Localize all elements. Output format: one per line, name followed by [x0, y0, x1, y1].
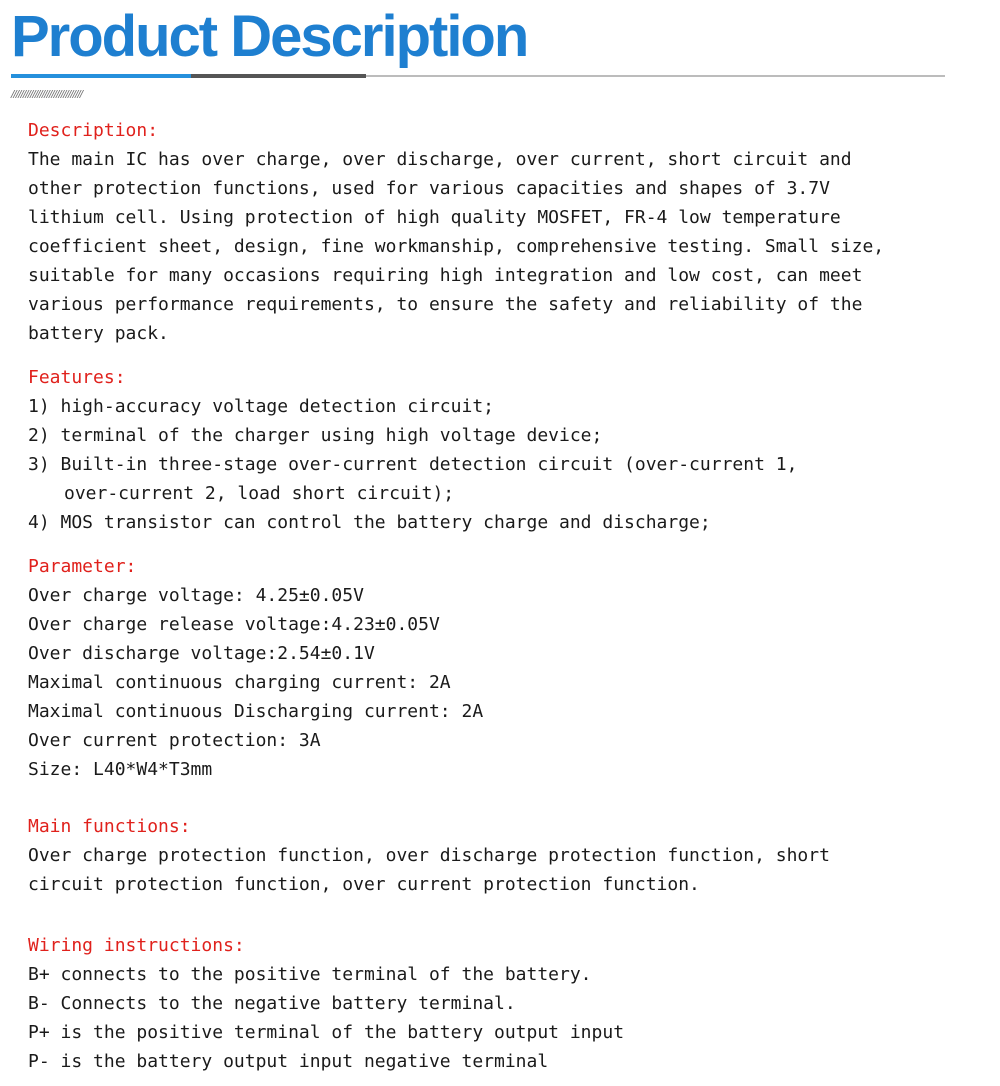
parameter-section: [28, 552, 978, 784]
parameter-row: Size: L40*W4*T3mm: [28, 759, 213, 780]
parameter-row: Maximal continuous charging current: 2A: [28, 672, 451, 693]
wiring-section: [28, 931, 978, 1076]
wiring-line: B- Connects to the negative battery terminal.: [28, 993, 516, 1014]
parameter-heading: Parameter:: [28, 556, 137, 577]
main-functions-section: [28, 812, 978, 899]
main-functions-line: Over charge protection function, over discharge protection function, short: [28, 845, 830, 866]
parameter-row: Over charge release voltage:4.23±0.05V: [28, 614, 440, 635]
wiring-line: P+ is the positive terminal of the battery output input: [28, 1022, 625, 1043]
feature-item: 1) high-accuracy voltage detection circuit;: [28, 396, 494, 417]
parameter-row: Over charge voltage: 4.25±0.05V: [28, 585, 364, 606]
main-functions-line: circuit protection function, over current protection function.: [28, 874, 700, 895]
page-title: Product Description: [11, 4, 528, 69]
parameter-row: Maximal continuous Discharging current: 2A: [28, 701, 484, 722]
decorative-hatch: //////////////////////////////: [11, 89, 83, 100]
title-underline-grey: [366, 75, 945, 77]
wiring-line: B+ connects to the positive terminal of the battery.: [28, 964, 592, 985]
description-section: [28, 116, 978, 348]
description-heading: Description:: [28, 120, 159, 141]
features-section: [28, 363, 978, 537]
parameter-row: Over current protection: 3A: [28, 730, 321, 751]
features-heading: Features:: [28, 367, 126, 388]
main-functions-heading: Main functions:: [28, 816, 191, 837]
parameter-row: Over discharge voltage:2.54±0.1V: [28, 643, 375, 664]
description-line: coefficient sheet, design, fine workmanship, comprehensive testing. Small size,: [28, 236, 885, 257]
title-underline-accent: [11, 74, 191, 78]
wiring-line: P- is the battery output input negative terminal: [28, 1051, 549, 1072]
feature-item: 4) MOS transistor can control the battery charge and discharge;: [28, 512, 711, 533]
feature-item: 3) Built-in three-stage over-current detection circuit (over-current 1,: [28, 454, 798, 475]
description-line: suitable for many occasions requiring high integration and low cost, can meet: [28, 265, 863, 286]
description-line: battery pack.: [28, 323, 169, 344]
feature-item: 2) terminal of the charger using high voltage device;: [28, 425, 603, 446]
description-line: lithium cell. Using protection of high quality MOSFET, FR-4 low temperature: [28, 207, 841, 228]
description-line: various performance requirements, to ensure the safety and reliability of the: [28, 294, 863, 315]
feature-item-continuation: over-current 2, load short circuit);: [64, 483, 455, 504]
description-line: other protection functions, used for various capacities and shapes of 3.7V: [28, 178, 830, 199]
wiring-heading: Wiring instructions:: [28, 935, 245, 956]
title-underline-dark: [191, 74, 366, 78]
description-line: The main IC has over charge, over discharge, over current, short circuit and: [28, 149, 852, 170]
